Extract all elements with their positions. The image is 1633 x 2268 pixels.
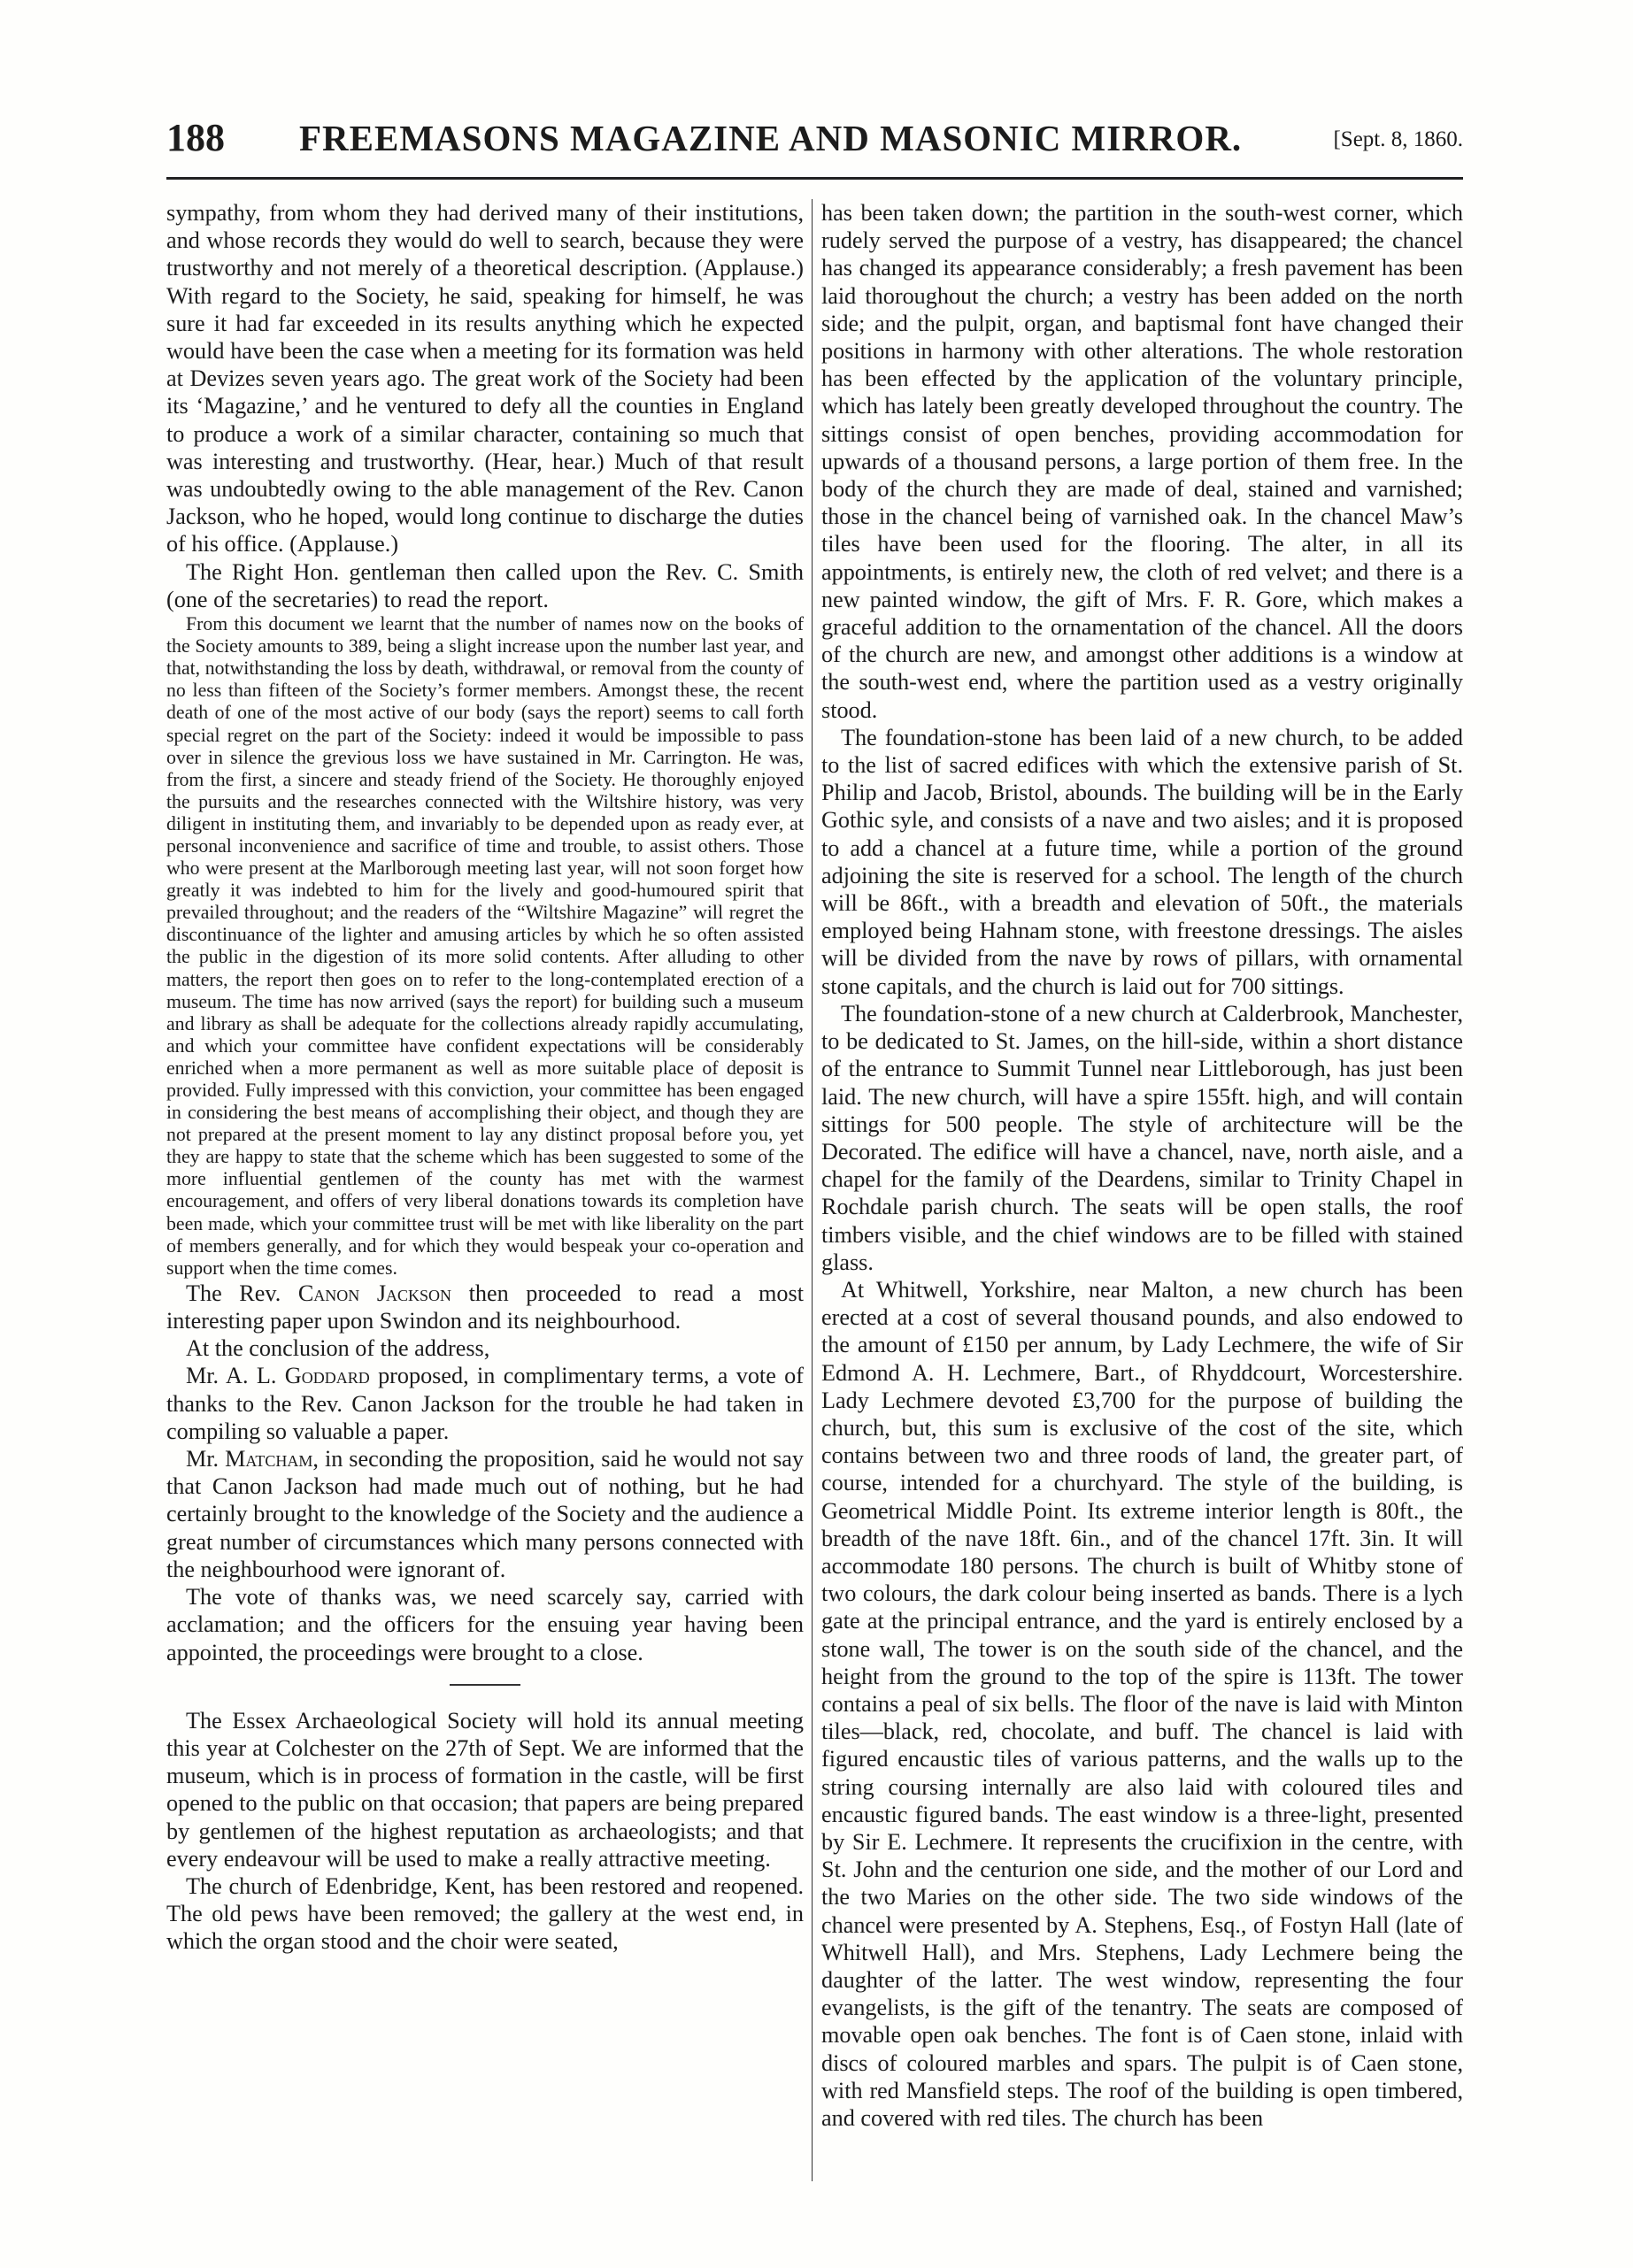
paragraph-report-call: The Right Hon. gentleman then called upon the Rev. C. Smith (one of the secretaries) to read the report. — [166, 558, 804, 612]
text-rest: proposed, in complimentary terms, a vote of thanks to the Rev. Canon Jackson for the trouble he had taken in compiling so valuable a paper. — [166, 1363, 804, 1444]
page-header — [166, 115, 1463, 168]
text-rest: then proceeded to read a most interesting paper upon Swindon and its neighbourhood. — [166, 1280, 804, 1334]
text-rest: , in seconding the proposition, said he would not say that Canon Jackson had made much out of nothing, but he had certainly brought to the knowledge of the Society and the audience a great number of circumstances which many persons connected with the neighbourhood were ignorant of. — [166, 1446, 804, 1582]
paragraph-edenbridge-cont: has been taken down; the partition in the south-west corner, which rudely served the purpose of a vestry, has disappeared; the chancel has changed its appearance considerably; a fresh pavement has been laid thoroughout the church; a vestry has been added on the north side; and the pulpit, organ, and baptismal font have changed their positions in harmony with other alterations. The whole restoration has been effected by the application of the voluntary principle, which has lately been greatly developed throughout the country. The sittings consist of open benches, providing accommodation for upwards of a thousand persons, a large portion of them free. In the body of the church they are made of deal, stained and varnished; those in the chancel being of varnished oak. In the chancel Maw’s tiles have been used for the flooring. The alter, in all its appointments, is entirely new, the cloth of red velvet; and there is a new painted window, the gift of Mrs. F. R. Gore, which makes a graceful addition to the ornamentation of the chancel. All the doors of the church are new, and amongst other additions is a window at the south-west end, where the partition used as a vestry originally stood. — [821, 200, 1463, 723]
paragraph-bristol-church: The foundation-stone has been laid of a new church, to be added to the list of sacred edifices with which the extensive parish of St. Philip and Jacob, Bristol, abounds. The building will be in the Early Gothic syle, and consists of a nave and two aisles; and it is proposed to add a chancel at a future time, while a portion of the ground adjoining the site is reserved for a school. The length of the church will be 86ft., with a breadth and elevation of 50ft., the materials employed being Hahnam stone, with freestone dressings. The aisles will be divided from the nave by rows of pillars, with ornamental stone capitals, and the church is laid out for 700 sittings. — [821, 724, 1463, 999]
header-rule — [166, 177, 1463, 180]
publication-title: FREEMASONS MAGAZINE AND MASONIC MIRROR. — [299, 118, 1243, 158]
text-lead: Mr. A. L. — [186, 1363, 285, 1389]
speaker-name: Canon Jackson — [297, 1280, 452, 1306]
speaker-name: Matcham — [225, 1446, 313, 1472]
paragraph-report-summary: From this document we learnt that the number of names now on the books of the Society amounts to 389, being a slight increase upon the number last year, and that, notwithstanding the loss by death, withdrawal, or removal from the county of no less than fifteen of the Society’s former members. Amongst these, the recent death of one of the most active of our body (says the report) seems to call forth special regret on the part of the Society: indeed it would be impossible to pass over in silence the grevious loss we have sustained in Mr. Carrington. He was, from the first, a sincere and steady friend of the Society. He thoroughly enjoyed the pursuits and the researches connected with the Wiltshire history, was very diligent in instituting them, and invariably to be depended upon as ready ever, at personal inconvenience and sacrifice of time and trouble, to assist others. Those who were present at the Marlborough meeting last year, will not soon forget how greatly it was indebted to him for the lively and good-humoured spirit that prevailed throughout; and the readers of the “Wiltshire Magazine” will regret the discontinuance of the lighter and amusing articles by which he so often assisted the public in the digestion of its more solid contents. After alluding to other matters, the report then goes on to refer to the long-contemplated erection of a museum. The time has now arrived (says the report) for building such a museum and library as shall be adequate for the collections already rapidly accumulating, and which your committee have confident expectations will be considerably enriched when a more permanent as well as more suitable place of deposit is provided. Fully impressed with this conviction, your committee has been engaged in considering the best means of accomplishing their object, and though they are not prepared at the present moment to lay any distinct proposal before you, yet they are happy to state that the scheme which has been suggested to some of the more influential gentlemen of the county has met with the warmest encouragement, and offers of very liberal donations towards its completion have been made, which your committee trust will be met with like liberality on the part of members generally, and for which they would bespeak your co-operation and support when the time comes. — [166, 613, 804, 1279]
paragraph-whitwell-church: At Whitwell, Yorkshire, near Malton, a new church has been erected at a cost of several thousand pounds, and also endowed to the amount of £150 per annum, by Lady Lechmere, the wife of Sir Edmond A. H. Lechmere, Bart., of Rhyddcourt, Worcestershire. Lady Lechmere devoted £3,700 for the purpose of building the church, but, this sum is exclusive of the cost of the site, which contains between two and three roods of land, the greater part, of course, intended for a churchyard. The style of the building, is Geometrical Middle Point. Its extreme interior length is 80ft., the breadth of the nave 18ft. 6in., and of the chancel 17ft. 3in. It will accommodate 180 persons. The church is built of Whitby stone of two colours, the dark colour being inserted as bands. There is a lych gate at the principal entrance, and the yard is entirely enclosed by a stone wall, The tower is on the south side of the chancel, and the height from the ground to the top of the spire is 113ft. The tower contains a peal of six bells. The floor of the nave is laid with Minton tiles—black, red, chocolate, and buff. The chancel is laid with figured encaustic tiles of various patterns, and the walls up to the string coursing internally are also laid with coloured tiles and encaustic figured bands. The east window is a three-light, presented by Sir E. Lechmere. It represents the crucifixion in the centre, with St. John and the centurion one side, and the mother of our Lord and the two Maries on the other side. The two side windows of the chancel were presented by A. Stephens, Esq., of Fostyn Hall (late of Whitwell Hall), and Mrs. Stephens, Lady Lechmere being the daughter of the latter. The west window, representing the four evangelists, is the gift of the tenantry. The seats are composed of movable open oak benches. The font is of Caen stone, inlaid with discs of coloured marbles and spars. The pulpit is of Caen stone, with red Mansfield steps. The roof of the building is open timbered, and covered with red tiles. The church has been — [821, 1276, 1463, 2132]
right-column — [821, 199, 1463, 2186]
paragraph-goddard — [166, 1362, 804, 1445]
paragraph-essex-society: The Essex Archaeological Society will hold its annual meeting this year at Colchester on the 27th of Sept. We are informed that the museum, which is in process of formation in the castle, will be first opened to the public on that occasion; that papers are being prepared by gentlemen of the highest reputation as archaeologists; and that every endeavour will be used to make a really attractive meeting. — [166, 1707, 804, 1872]
paragraph-canon-jackson — [166, 1280, 804, 1334]
paragraph-edenbridge: The church of Edenbridge, Kent, has been restored and reopened. The old pews have been removed; the gallery at the west end, in which the organ stood and the choir were seated, — [166, 1872, 804, 1955]
paragraph-speech-end: sympathy, from whom they had derived many of their institutions, and whose records they would do well to search, because they were trustworthy and not merely of a theoretical description. (Applause.) With regard to the Society, he said, speaking for himself, he was sure it had far exceeded in its results anything which he expected would have been the case when a meeting for its formation was held at Devizes seven years ago. The great work of the Society had been its ‘Magazine,’ and he ventured to defy all the counties in England to produce a work of a similar character, containing so much that was interesting and trustworthy. (Hear, hear.) Much of that result was undoubtedly owing to the able management of the Rev. Canon Jackson, who he hoped, would long continue to discharge the duties of his office. (Applause.) — [166, 200, 804, 557]
issue-date: [Sept. 8, 1860. — [1333, 127, 1463, 151]
text-lead: The Rev. — [186, 1280, 298, 1306]
left-column — [166, 199, 804, 2186]
paragraph-calderbrook-church: The foundation-stone of a new church at Calderbrook, Manchester, to be dedicated to St. James, on the hill-side, within a short distance of the entrance to Summit Tunnel near Littleborough, has just been laid. The new church, will have a spire 155ft. high, and will contain sittings for 500 people. The style of architecture will be the Decorated. The edifice will have a chancel, nave, north aisle, and a chapel for the family of the Deardens, similar to Trinity Chapel in Rochdale parish church. The seats will be open stalls, the roof timbers visible, and the chief windows are to be filled with stained glass. — [821, 1000, 1463, 1275]
text-lead: Mr. — [186, 1446, 226, 1472]
paragraph-matcham — [166, 1445, 804, 1583]
section-divider — [450, 1684, 520, 1686]
paragraph-vote-of-thanks: The vote of thanks was, we need scarcely say, carried with acclamation; and the officers for the ensuing year having been appointed, the proceedings were brought to a close. — [166, 1584, 804, 1665]
column-divider — [812, 199, 813, 2181]
speaker-name: Goddard — [284, 1363, 370, 1389]
paragraph-conclusion: At the conclusion of the address, — [186, 1335, 490, 1362]
page-number: 188 — [166, 116, 225, 159]
